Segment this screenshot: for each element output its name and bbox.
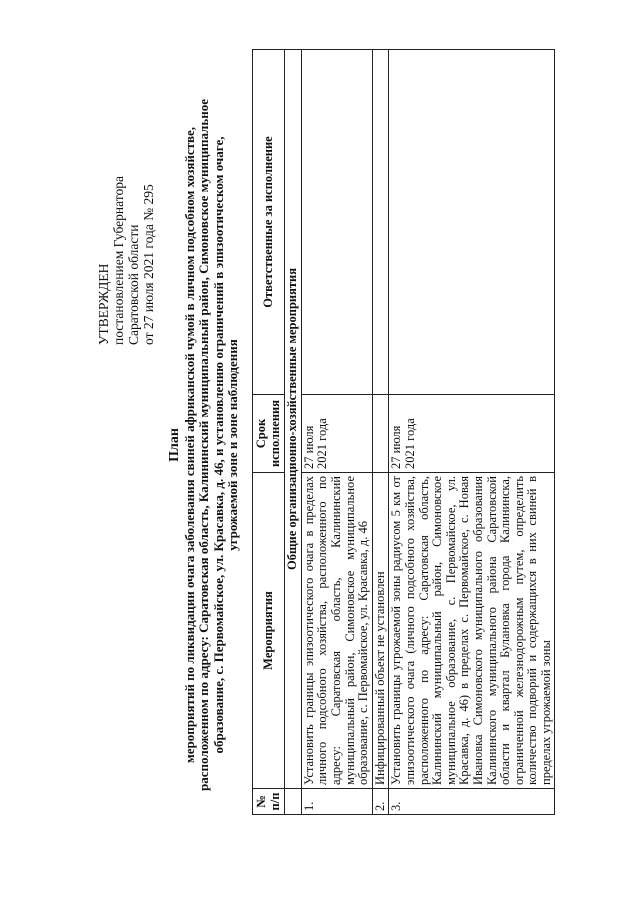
plan-title-line: мероприятий по ликвидации очага заболевания свиней африканской чумой в личном подсобном хозяйстве, [181, 126, 197, 764]
approval-line: Саратовской области [126, 224, 141, 345]
table-row [301, 50, 372, 815]
row-responsible [301, 50, 372, 395]
row-term: 27 июля 2021 года [301, 395, 372, 473]
approval-block [96, 85, 156, 345]
row-term: 27 июля 2021 года [389, 395, 555, 473]
row-num: 2. [372, 789, 389, 815]
header-activity: Мероприятия [253, 473, 285, 789]
row-activity: Инфицированный объект не установлен [372, 473, 389, 789]
plan-title [168, 45, 241, 845]
plan-heading: План [167, 428, 182, 462]
header-num: № п/п [253, 789, 285, 815]
row-num: 3. [389, 789, 555, 815]
row-term [372, 395, 389, 473]
approval-line: постановлением Губернатора [111, 176, 126, 345]
plan-title-line: расположенном по адресу: Саратовская область, Калининский муниципальный район, Симоновское муниципальное [196, 99, 211, 791]
approval-title: УТВЕРЖДЕН [96, 263, 111, 345]
table-row [389, 50, 555, 815]
section-title: Общие организационно-хозяйственные мероприятия [285, 50, 302, 789]
plan-title-line: угрожаемой зоне и зоне наблюдения [225, 339, 240, 551]
approval-date: от 27 июля 2021 года № 295 [141, 184, 156, 345]
row-num: 1. [301, 789, 372, 815]
row-activity: Установить границы угрожаемой зоны радиусом 5 км от эпизоотического очага (личного подсобного хозяйства, расположенного по адресу: Саратовская область, Калининский муниципальный район, Симоновское муниципальное образование, с. Первомайское, ул. Красавка, д. 46) в пределах с. Первомайское, с. Новая Ивановка Симоновского муниципального образования Калининского муниципального района Саратовской области и квартал Булановка города Калининска, ограниченной железнодорожным путем, определить количество подворий и содержащихся в них свиней в пределах угрожаемой зоны [389, 473, 555, 789]
row-responsible [389, 50, 555, 395]
plan-title-line: образование, с. Первомайское, ул. Красавка, д. 46, и установлению ограничений в эпизоотическом очаге, [210, 136, 226, 754]
row-responsible [372, 50, 389, 395]
header-term: Срок исполнения [253, 395, 285, 473]
plan-table [252, 49, 555, 815]
table-row [372, 50, 389, 815]
section-row [285, 50, 302, 815]
header-responsible: Ответственные за исполнение [253, 50, 285, 395]
table-header-row [253, 50, 285, 815]
section-num [285, 789, 302, 815]
row-activity: Установить границы эпизоотического очага в пределах личного подсобного хозяйства, расположенного по адресу: Саратовская область, Калининский муниципальный район, Симоновское муниципальное образование, с. Первомайское, ул. Красавка, д. 46 [301, 473, 372, 789]
